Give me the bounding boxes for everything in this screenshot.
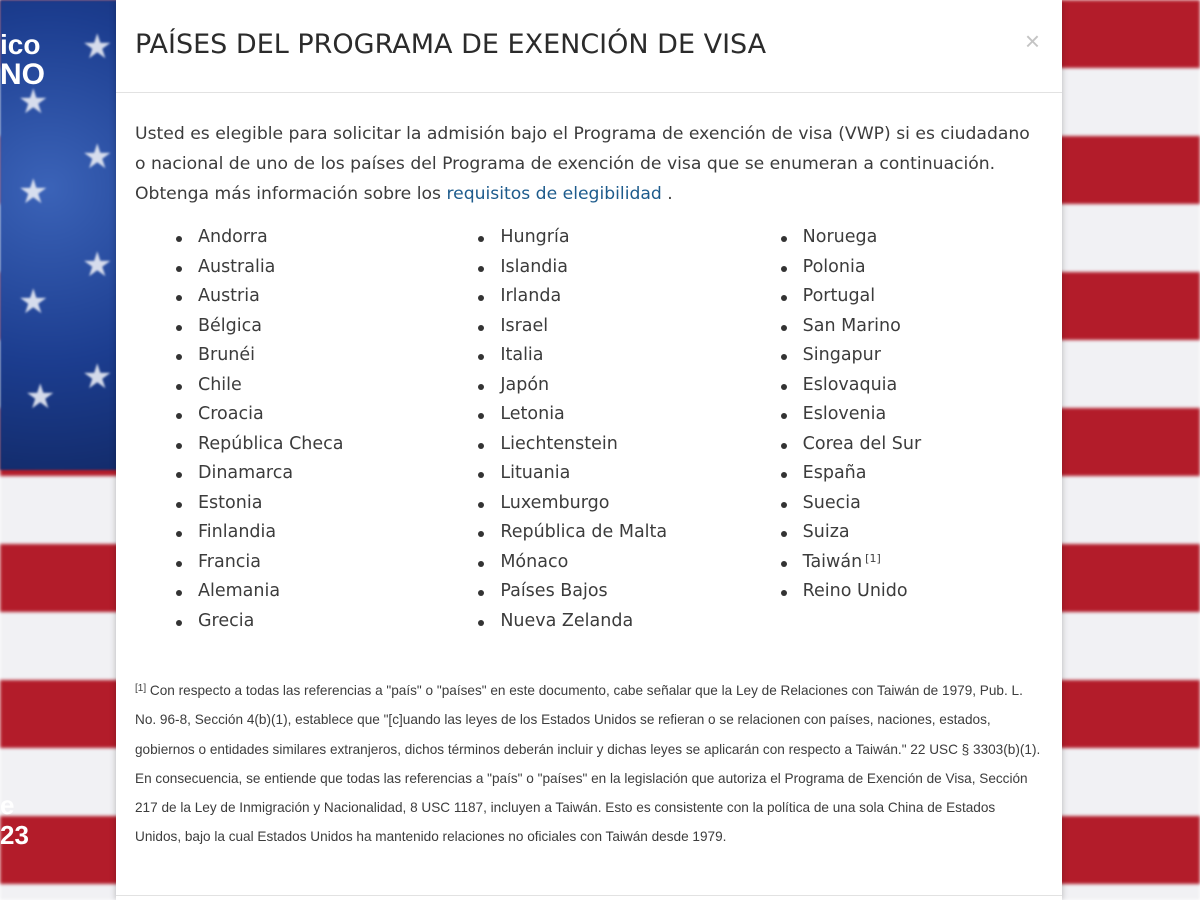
list-item: Polonia: [778, 253, 1042, 283]
list-item: Hungría: [475, 223, 739, 253]
list-item: Austria: [173, 282, 437, 312]
list-item: Islandia: [475, 253, 739, 283]
footnote-marker: [1]: [135, 683, 147, 694]
list-item: Japón: [475, 371, 739, 401]
list-item: República de Malta: [475, 518, 739, 548]
footnote: [135, 676, 1042, 852]
list-item: Australia: [173, 253, 437, 283]
list-item: Liechtenstein: [475, 430, 739, 460]
modal-divider: [116, 895, 1062, 896]
list-item: Portugal: [778, 282, 1042, 312]
list-item: Croacia: [173, 400, 437, 430]
star-icon: ★: [82, 358, 113, 396]
list-item: España: [778, 459, 1042, 489]
brand-line-2: NO: [0, 58, 45, 91]
country-list: [135, 223, 1042, 636]
list-item: Italia: [475, 341, 739, 371]
list-item: Brunéi: [173, 341, 437, 371]
list-item: Suecia: [778, 489, 1042, 519]
list-item: Luxemburgo: [475, 489, 739, 519]
star-icon: ★: [82, 246, 113, 284]
list-item: Lituania: [475, 459, 739, 489]
list-item: Nueva Zelanda: [475, 607, 739, 637]
list-item: Alemania: [173, 577, 437, 607]
list-item: Andorra: [173, 223, 437, 253]
close-icon[interactable]: ×: [1024, 26, 1040, 56]
star-icon: ★: [18, 173, 49, 211]
modal-body: [116, 93, 1062, 852]
country-column-3: [740, 223, 1042, 636]
list-item: Irlanda: [475, 282, 739, 312]
modal-header: [116, 0, 1062, 93]
visa-waiver-modal: [116, 0, 1062, 900]
list-item-taiwan: [778, 548, 1042, 578]
intro-text: Usted es elegible para solicitar la admisión bajo el Programa de exención de visa (VWP) si es ciudadano o nacional de uno de los países del Programa de exención de visa que se enumeran a continuación. Obtenga más información sobre los: [135, 124, 1030, 204]
intro-end: .: [661, 184, 673, 204]
list-item: Israel: [475, 312, 739, 342]
list-item-label: Taiwán: [802, 551, 863, 572]
list-item: Estonia: [173, 489, 437, 519]
list-item: Noruega: [778, 223, 1042, 253]
country-column-1: [135, 223, 437, 636]
star-icon: ★: [18, 283, 49, 321]
footnote-text: Con respecto a todas las referencias a "país" o "países" en este documento, cabe señalar que la Ley de Relaciones con Taiwán de 1979, Pub. L. No. 96-8, Sección 4(b)(1), establece que "[c]uando las leyes de los Estados Unidos se refieran o se relacionen con países, naciones, estados, gobiernos o entidades similares extranjeros, dichos términos deberán incluir y dichas leyes se aplicarán con respecto a Taiwán." 22 USC § 3303(b)(1). En consecuencia, se entiende que todas las referencias a "país" o "países" en la legislación que autoriza el Programa de Exención de Visa, Sección 217 de la Ley de Inmigración y Nacionalidad, 8 USC 1187, incluyen a Taiwán. Esto es consistente con la política de una sola China de Estados Unidos, bajo la cual Estados Unidos ha mantenido relaciones no oficiales con Taiwán desde 1979.: [135, 683, 1041, 845]
list-item: Países Bajos: [475, 577, 739, 607]
list-item: Letonia: [475, 400, 739, 430]
intro-paragraph: [135, 119, 1042, 209]
star-icon: ★: [82, 138, 113, 176]
list-item: Dinamarca: [173, 459, 437, 489]
star-icon: ★: [82, 28, 113, 66]
brand-line-1: ico: [0, 29, 41, 60]
list-item: Bélgica: [173, 312, 437, 342]
star-icon: ★: [18, 83, 49, 121]
eligibility-requirements-link[interactable]: requisitos de elegibilidad: [446, 184, 662, 204]
list-item: Corea del Sur: [778, 430, 1042, 460]
list-item: Chile: [173, 371, 437, 401]
list-item: Reino Unido: [778, 577, 1042, 607]
list-item: Francia: [173, 548, 437, 578]
year-text: [0, 790, 29, 850]
year-line-2: 23: [0, 820, 29, 850]
footnote-ref-link[interactable]: [1]: [865, 551, 881, 565]
star-icon: ★: [25, 378, 56, 416]
list-item: Grecia: [173, 607, 437, 637]
year-line-1: e: [0, 790, 15, 820]
list-item: San Marino: [778, 312, 1042, 342]
list-item: Eslovaquia: [778, 371, 1042, 401]
list-item: Mónaco: [475, 548, 739, 578]
list-item: Finlandia: [173, 518, 437, 548]
brand-logo-text: [0, 30, 45, 90]
modal-title: PAÍSES DEL PROGRAMA DE EXENCIÓN DE VISA: [135, 29, 767, 60]
list-item: Eslovenia: [778, 400, 1042, 430]
country-column-2: [437, 223, 739, 636]
list-item: Suiza: [778, 518, 1042, 548]
list-item: Singapur: [778, 341, 1042, 371]
list-item: República Checa: [173, 430, 437, 460]
